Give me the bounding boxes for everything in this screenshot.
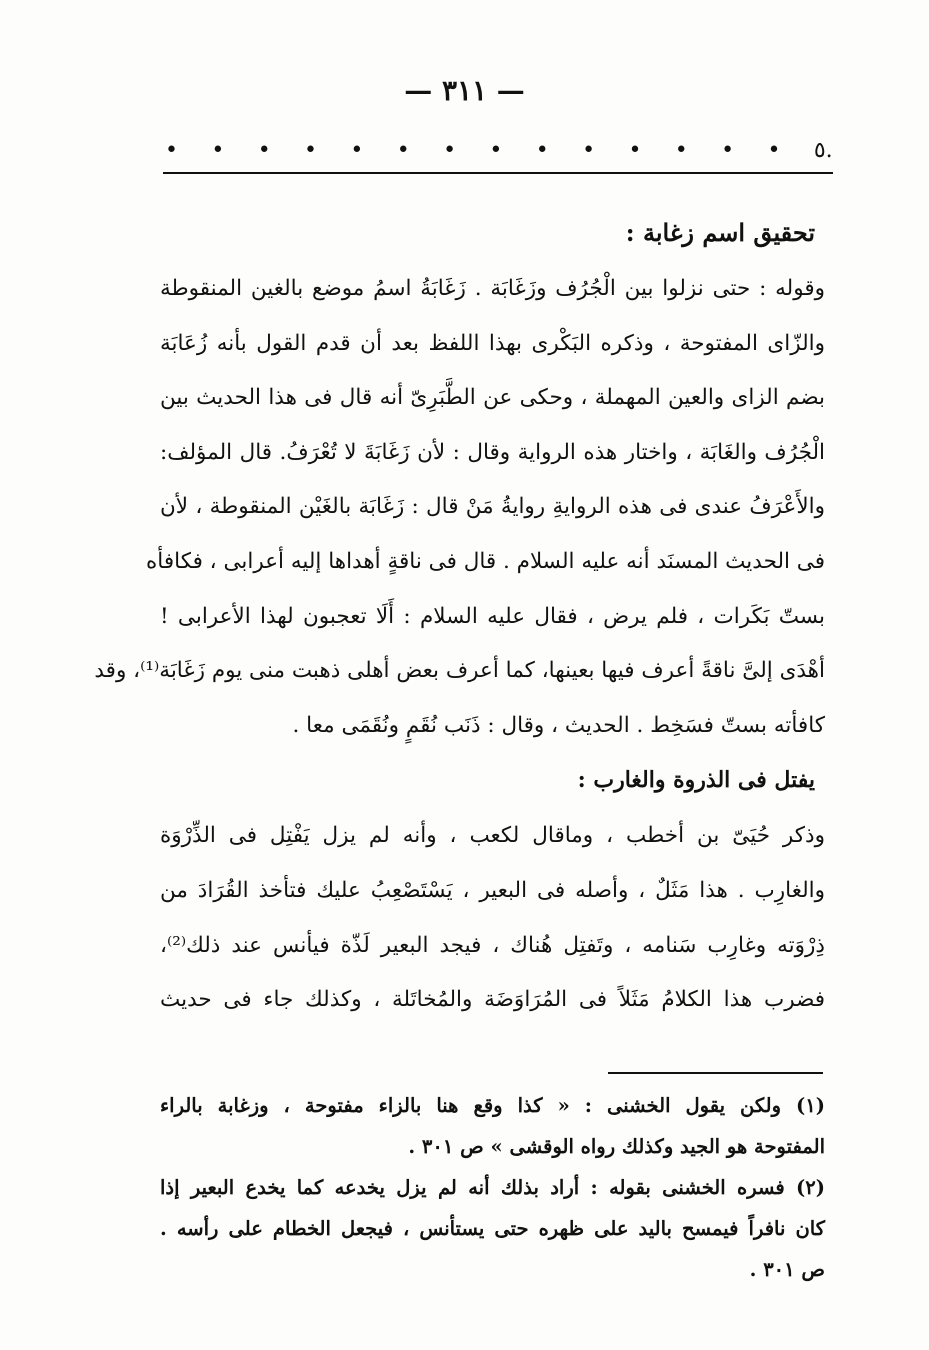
ornament-dot: • — [628, 138, 642, 163]
footnote-line: كان نافراً فيمسح باليد على ظهره حتى يستأنس ، فيجعل الخطام على رأسه . — [160, 1217, 825, 1240]
text-line: الْجُرُف والغَابَة ، واختار هذه الرواية وقال : لأن زَغَابَةَ لا تُعْرَفُ. قال المؤلف: — [160, 439, 825, 465]
ornament-dot: • — [721, 138, 735, 163]
section-heading-zaghaba: تحقيق اسم زغابة : — [625, 218, 815, 247]
text-line: والزّاى المفتوحة ، وذكره البَكْرى بهذا اللفظ بعد أن قدم القول بأنه زُعَابَة — [160, 330, 825, 356]
footnotes — [160, 1085, 825, 1290]
text-line: والغارِب . هذا مَثَلٌ ، وأصله فى البعير ، يَسْتَصْعِبُ عليك فتأخذ القُرَادَ من — [160, 877, 825, 903]
text-line: ذِرْوَته وغارِب سَنامه ، وتَفتِل هُناك ، فيجد البعير لَذّة فيأنس عند ذلك⁽²⁾، — [160, 932, 825, 958]
text-line: بضم الزاى والعين المهملة ، وحكى عن الطَّبَرِىّ أنه قال فى هذا الحديث بين — [160, 385, 825, 411]
text-line: فى الحديث المسنَد أنه عليه السلام . قال فى ناقةٍ أهداها إليه أعرابى ، فكافأه — [146, 548, 825, 574]
ornament-dot: • — [396, 138, 410, 163]
text-line: وذكر حُيَىّ بن أخطب ، وماقال لكعب ، وأنه لم يزل يَفْتِل فى الذِّرْوَة — [160, 823, 825, 849]
header-rule — [163, 172, 833, 174]
text-line: وقوله : حتى نزلوا بين الْجُرُف وزَغَابَة . زَغَابَةُ اسمُ موضع بالغين المنقوطة — [160, 276, 825, 301]
ornament-dots-row — [165, 138, 833, 163]
ornament-dot: • — [304, 138, 318, 163]
footnote-line: (١) ولكن يقول الخشنى : « كذا وقع هنا بالزاء مفتوحة ، وزغابة بالراء — [160, 1094, 825, 1117]
ornament-dot: • — [489, 138, 503, 163]
ornament-dot: • — [211, 138, 225, 163]
text-line: والأَعْرَفُ عندى فى هذه الروايةِ روايةُ مَنْ قال : زَغَابَة بالغَيْن المنقوطة ، لأن — [160, 494, 825, 520]
ornament-dot: • — [535, 138, 549, 163]
footnote-line: (٢) فسره الخشنى بقوله : أراد بذلك أنه لم يزل يخدعه كما يخدع البعير إذا — [160, 1176, 825, 1199]
ornament-dot: • — [443, 138, 457, 163]
text-line: أهْدَى إلىَّ ناقةً أعرف فيها بعينها، كما أعرف بعض أهلى ذهبت منى يوم زَغَابَة⁽¹⁾، وقد — [94, 658, 825, 684]
text-line: كافأته بستّ فسَخِط . الحديث ، وقال : ذَنَب نُقَمٍ ونُقَمَى معا . — [292, 712, 825, 738]
ornament-dot: • — [582, 138, 596, 163]
ornament-dot: ٥. — [813, 138, 833, 163]
section-heading-dhirwa: يفتل فى الذروة والغارب : — [577, 767, 815, 794]
ornament-dot: • — [674, 138, 688, 163]
footnote-line: ص ٣٠١ . — [749, 1258, 825, 1281]
footnote-rule — [608, 1072, 823, 1074]
main-text — [94, 200, 825, 1028]
ornament-dot: • — [350, 138, 364, 163]
ornament-dot: • — [165, 138, 178, 163]
ornament-dot: • — [257, 138, 271, 163]
page-number: — ٣١١ — — [404, 74, 525, 107]
footnote-line: المفتوحة هو الجيد وكذلك رواه الوقشى » ص ٣٠١ . — [408, 1135, 825, 1158]
ornament-dot: • — [767, 138, 781, 163]
text-line: بستّ بَكَرات ، فلم يرض ، فقال عليه السلام : أَلَا تعجبون لهذا الأعرابى ! — [160, 603, 825, 629]
text-line: فضرب هذا الكلامُ مَثَلاً فى المُرَاوَضَة والمُخاتَلة ، وكذلك جاء فى حديث — [160, 987, 825, 1013]
